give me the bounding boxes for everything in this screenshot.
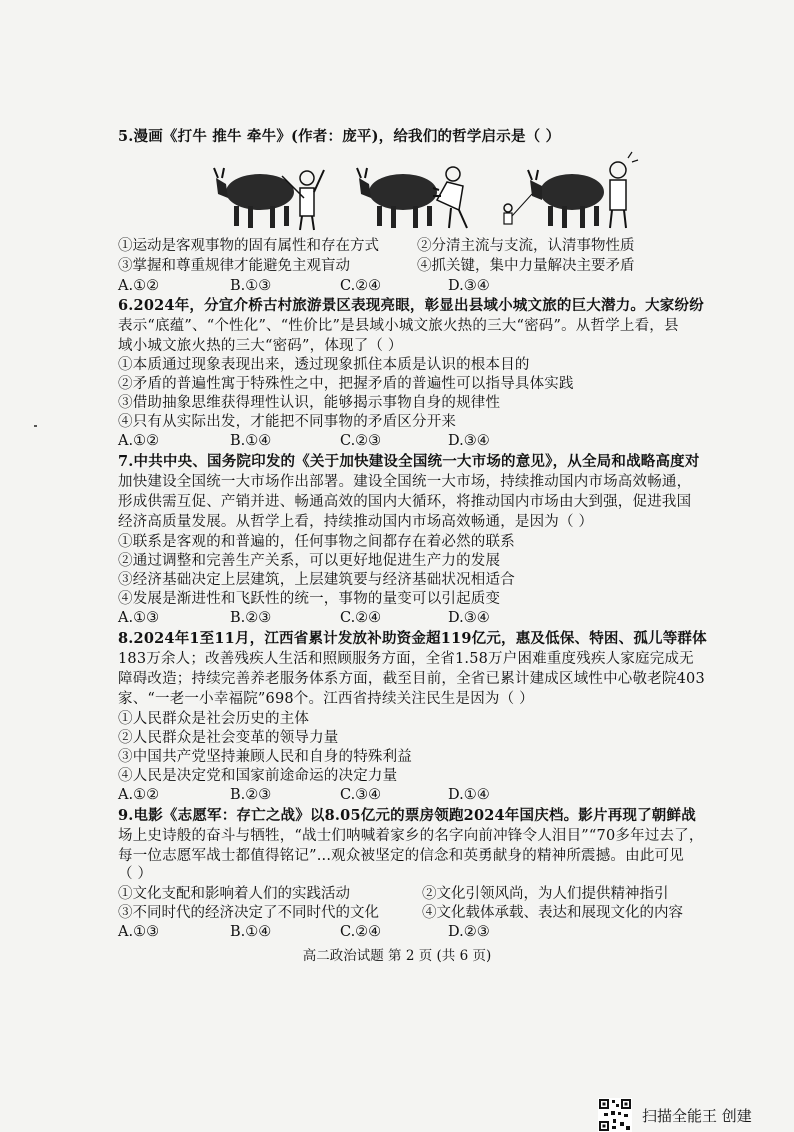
q5-option-1: ①运动是客观事物的固有属性和存在方式 <box>118 238 379 254</box>
q7-option-1: ①联系是客观的和普遍的，任何事物之间都存在着必然的联系 <box>118 534 515 550</box>
q7-answer-b: B.②③ <box>230 610 272 626</box>
watermark-label: 扫描全能王 创建 <box>642 1106 752 1125</box>
cartoon-hit-ox-icon <box>212 150 334 232</box>
q9-option-3: ③不同时代的经济决定了不同时代的文化 <box>118 905 379 921</box>
q6-option-3: ③借助抽象思维获得理性认识，能够揭示事物自身的规律性 <box>118 395 501 411</box>
q8-option-4: ④人民是决定党和国家前途命运的决定力量 <box>118 768 398 784</box>
q6-answer-a: A.①② <box>118 433 160 449</box>
q8-answer-d: D.①④ <box>448 787 490 803</box>
q9-option-1: ①文化支配和影响着人们的实践活动 <box>118 886 350 902</box>
q8-answer-c: C.③④ <box>340 787 382 803</box>
q6-stem-line-1: 6.2024年，分宜介桥古村旅游景区表现亮眼，彰显出县域小城文旅的巨大潜力。大家纷纷 <box>118 297 704 314</box>
q9-stem-line-1: 9.电影《志愿军：存亡之战》以8.05亿元的票房领跑2024年国庆档。影片再现了朝鲜战 <box>118 807 696 824</box>
q8-answer-b: B.②③ <box>230 787 272 803</box>
q5-stem: 5.漫画《打牛 推牛 牵牛》(作者：庞平)，给我们的哲学启示是（ ） <box>118 128 561 145</box>
q5-option-3: ③掌握和尊重规律才能避免主观盲动 <box>118 258 350 274</box>
scanner-watermark <box>598 1098 752 1132</box>
q9-answer-b: B.①④ <box>230 924 272 940</box>
cartoon-lead-ox-icon <box>500 150 640 232</box>
q7-option-2: ②通过调整和完善生产关系，可以更好地促进生产力的发展 <box>118 553 501 569</box>
q5-answer-a: A.①② <box>118 278 160 294</box>
q5-option-4: ④抓关键，集中力量解决主要矛盾 <box>417 258 635 274</box>
qr-code-icon <box>598 1098 632 1132</box>
q8-option-2: ②人民群众是社会变革的领导力量 <box>118 730 339 746</box>
q6-answer-d: D.③④ <box>448 433 490 449</box>
q7-answer-d: D.③④ <box>448 610 490 626</box>
q7-stem-line-1: 7.中共中央、国务院印发的《关于加快建设全国统一大市场的意见》，从全局和战略高度对 <box>118 453 700 470</box>
q6-answer-b: B.①④ <box>230 433 272 449</box>
scan-edge-mark <box>34 425 37 427</box>
cartoon-push-ox-icon <box>355 150 477 232</box>
q6-option-2: ②矛盾的普遍性寓于特殊性之中，把握矛盾的普遍性可以指导具体实践 <box>118 376 574 392</box>
q7-stem-line-4: 经济高质量发展。从哲学上看，持续推动国内市场高效畅通，是因为（ ） <box>118 514 594 530</box>
q7-stem-line-3: 形成供需互促、产销并进、畅通高效的国内大循环，将推动国内市场由大到强，促进我国 <box>118 494 692 510</box>
q8-option-1: ①人民群众是社会历史的主体 <box>118 711 310 727</box>
q6-stem-line-3: 域小城文旅火热的三大“密码”，体现了（ ） <box>118 338 403 354</box>
q9-stem-line-4: （ ） <box>118 866 153 882</box>
q9-stem-line-3: 每一位志愿军战士都值得铭记”...观众被坚定的信念和英勇献身的精神所震撼。由此可见 <box>118 848 684 864</box>
q7-option-4: ④发展是渐进性和飞跃性的统一，事物的量变可以引起质变 <box>118 591 501 607</box>
q6-option-1: ①本质通过现象表现出来，透过现象抓住本质是认识的根本目的 <box>118 357 530 373</box>
q6-answer-c: C.②③ <box>340 433 382 449</box>
q5-answer-d: D.③④ <box>448 278 490 294</box>
q9-answer-a: A.①③ <box>118 924 160 940</box>
q8-stem-line-4: 家、“一老一小幸福院”698个。江西省持续关注民生是因为（ ） <box>118 691 534 707</box>
q9-option-2: ②文化引领风尚，为人们提供精神指引 <box>422 886 669 902</box>
q7-answer-a: A.①③ <box>118 610 160 626</box>
q5-answer-b: B.①③ <box>230 278 272 294</box>
q8-stem-line-3: 障碍改造；持续完善养老服务体系方面，截至目前，全省已累计建成区域性中心敬老院403 <box>118 671 705 687</box>
q7-stem-line-2: 加快建设全国统一大市场作出部署。建设全国统一大市场，持续推动国内市场高效畅通， <box>118 474 692 490</box>
q8-option-3: ③中国共产党坚持兼顾人民和自身的特殊利益 <box>118 749 412 765</box>
q9-answer-c: C.②④ <box>340 924 382 940</box>
q9-answer-d: D.②③ <box>448 924 490 940</box>
q7-option-3: ③经济基础决定上层建筑，上层建筑要与经济基础状况相适合 <box>118 572 515 588</box>
q8-answer-a: A.①② <box>118 787 160 803</box>
q5-option-2: ②分清主流与支流，认清事物性质 <box>417 238 635 254</box>
q7-answer-c: C.②④ <box>340 610 382 626</box>
q8-stem-line-1: 8.2024年1至11月，江西省累计发放补助资金超119亿元，惠及低保、特困、孤儿等群体 <box>118 630 707 647</box>
q6-stem-line-2: 表示“底蕴”、“个性化”、“性价比”是县域小城文旅火热的三大“密码”。从哲学上看，县 <box>118 318 679 334</box>
q6-option-4: ④只有从实际出发，才能把不同事物的矛盾区分开来 <box>118 414 457 430</box>
q5-answer-c: C.②④ <box>340 278 382 294</box>
q9-option-4: ④文化载体承载、表达和展现文化的内容 <box>422 905 683 921</box>
page-footer: 高二政治试题 第 2 页 (共 6 页) <box>302 948 492 964</box>
q9-stem-line-2: 场上史诗般的奋斗与牺牲，“战士们呐喊着家乡的名字向前冲锋令人泪目”“70多年过去了， <box>118 828 704 844</box>
q8-stem-line-2: 183万余人；改善残疾人生活和照顾服务方面，全省1.58万户困难重度残疾人家庭完成无 <box>118 651 694 667</box>
